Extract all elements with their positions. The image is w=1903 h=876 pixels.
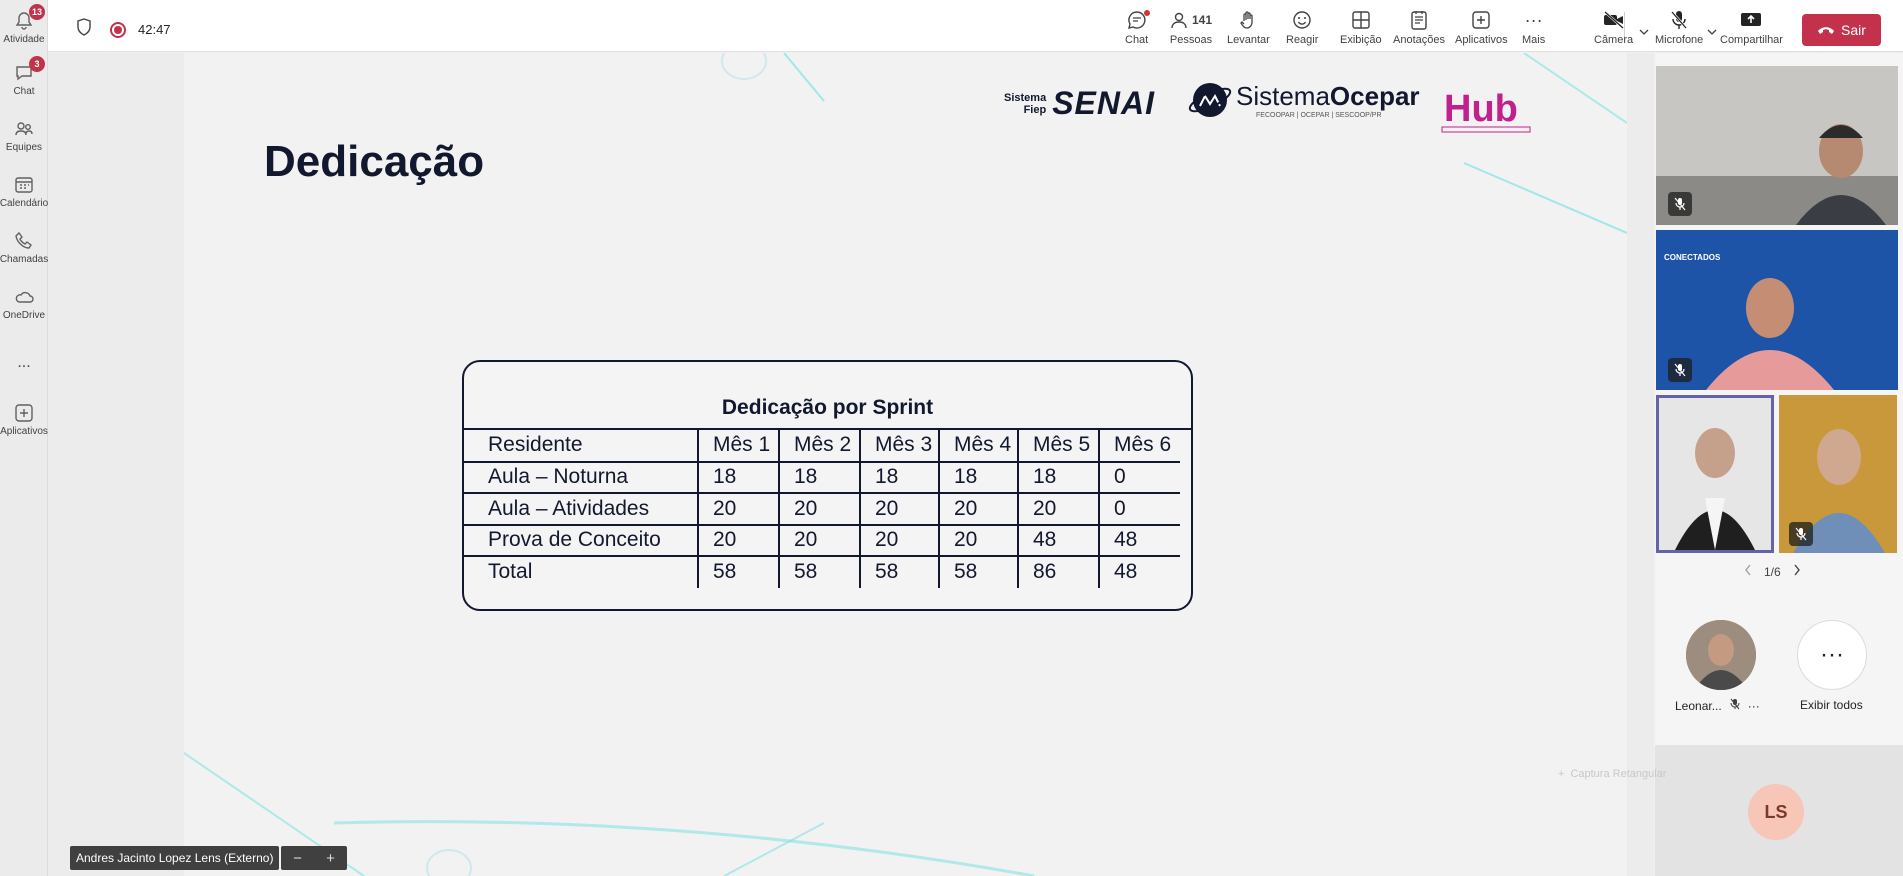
layout-icon [1350, 10, 1372, 30]
gallery-pager [1744, 564, 1801, 579]
microphone-button[interactable] [1655, 10, 1703, 52]
table-cell: Aula – Atividades [464, 493, 698, 525]
mic-off-icon [1668, 358, 1692, 382]
zoom-out-button[interactable]: − [293, 849, 302, 867]
rail-label: Chamadas [0, 254, 49, 265]
chevron-down-icon[interactable] [1639, 24, 1649, 34]
rail-item-calls[interactable] [0, 224, 48, 276]
meeting-toolbar [48, 0, 1903, 52]
rail-item-chat[interactable] [0, 56, 48, 108]
senai-logo-text: SENAI [1052, 85, 1155, 121]
svg-text:CONECTADOS: CONECTADOS [1664, 253, 1721, 262]
add-apps-icon [13, 402, 35, 424]
table-row [464, 556, 1180, 588]
leave-label: Sair [1841, 22, 1866, 38]
rail-label: Chat [13, 86, 35, 97]
participant-more-button[interactable]: ··· [1747, 698, 1760, 713]
table-cell: 18 [779, 462, 860, 494]
add-apps-icon [1470, 10, 1492, 30]
header-cell: Mês 5 [1018, 430, 1099, 462]
activity-badge: 13 [29, 4, 45, 20]
smiley-icon [1291, 10, 1313, 30]
hand-icon [1237, 10, 1259, 30]
show-all-button[interactable] [1797, 620, 1867, 690]
rail-label: Atividade [3, 34, 45, 45]
ocepar-logo-text: SistemaOcepar [1236, 81, 1420, 111]
participant-name-row [1675, 698, 1760, 713]
slide-title: Dedicação [264, 137, 485, 186]
snip-tool-overlay [1550, 763, 1762, 785]
more-icon: ··· [1524, 9, 1543, 30]
more-icon: ... [17, 354, 31, 371]
pager-label: 1/6 [1764, 564, 1781, 579]
table-cell: 18 [860, 462, 939, 494]
rail-item-calendar[interactable] [0, 168, 48, 220]
presentation-slide [184, 53, 1627, 876]
raise-label: Levantar [1227, 34, 1270, 46]
table-cell: Prova de Conceito [464, 525, 698, 557]
table-title: Dedicação por Sprint [464, 362, 1191, 430]
more-icon: ··· [1820, 641, 1844, 668]
table-cell: 0 [1099, 462, 1180, 494]
table-row [464, 493, 1180, 525]
zoom-in-button[interactable]: + [326, 849, 335, 867]
table-cell: 58 [860, 556, 939, 588]
more-button[interactable] [1522, 10, 1545, 52]
table-header-row [464, 430, 1180, 462]
camera-button[interactable] [1594, 10, 1633, 52]
mic-off-icon [1668, 192, 1692, 216]
self-avatar-initials: LS [1748, 784, 1804, 840]
sprint-dedication-table [462, 360, 1193, 611]
plus-icon: + [1558, 768, 1565, 780]
raise-hand-button[interactable] [1227, 10, 1270, 52]
people-button[interactable] [1169, 10, 1213, 52]
table-cell: 20 [939, 493, 1018, 525]
view-label: Exibição [1340, 34, 1382, 46]
camera-off-icon [1603, 10, 1625, 30]
table-cell: 48 [1099, 556, 1180, 588]
participant-video-image [1659, 398, 1771, 550]
hangup-icon [1817, 22, 1835, 38]
more-label: Mais [1522, 34, 1546, 46]
table-cell: 20 [779, 493, 860, 525]
meeting-timer: 42:47 [138, 22, 171, 37]
chevron-left-icon[interactable] [1744, 564, 1752, 579]
teams-icon [13, 118, 35, 140]
rail-label: Calendário [0, 198, 49, 209]
calendar-icon [13, 174, 35, 196]
shield-icon[interactable] [76, 18, 92, 36]
participant-video-3-active-speaker[interactable] [1656, 395, 1774, 553]
mic-off-icon [1668, 10, 1690, 30]
header-cell: Mês 1 [698, 430, 779, 462]
table-cell: 0 [1099, 493, 1180, 525]
rail-item-onedrive[interactable] [0, 280, 48, 332]
header-cell: Mês 4 [939, 430, 1018, 462]
share-icon [1740, 10, 1762, 30]
participant-video-4[interactable] [1779, 395, 1897, 553]
table-cell: 48 [1018, 525, 1099, 557]
zoom-controls [281, 846, 347, 870]
header-cell: Mês 2 [779, 430, 860, 462]
recording-icon [110, 22, 126, 38]
table-cell: 86 [1018, 556, 1099, 588]
react-button[interactable] [1286, 10, 1318, 52]
rail-label: Equipes [5, 142, 43, 153]
avatar[interactable] [1686, 620, 1756, 690]
notification-dot [1144, 10, 1150, 16]
share-button[interactable] [1720, 10, 1783, 52]
shared-content-stage [48, 53, 1654, 876]
table-cell: 18 [1018, 462, 1099, 494]
apps-button[interactable] [1455, 10, 1508, 52]
bell-icon [13, 7, 42, 32]
chat-label: Chat [1125, 34, 1149, 46]
table-cell: Aula – Noturna [464, 462, 698, 494]
participant-name: Leonar... [1675, 698, 1722, 713]
participant-video-image [1656, 230, 1898, 390]
people-count: 141 [1191, 13, 1213, 27]
phone-icon [13, 230, 35, 252]
people-icon [1169, 10, 1213, 30]
table-cell: 48 [1099, 525, 1180, 557]
camera-label: Câmera [1594, 34, 1634, 46]
header-cell: Mês 3 [860, 430, 939, 462]
senai-logo [1004, 85, 1155, 122]
notes-label: Anotações [1393, 34, 1445, 46]
header-cell: Residente [464, 430, 698, 462]
table-cell: 58 [698, 556, 779, 588]
rail-item-teams[interactable] [0, 112, 48, 164]
ocepar-emblem-icon [1188, 78, 1232, 122]
people-label: Pessoas [1169, 34, 1213, 46]
mic-off-icon [1789, 522, 1813, 546]
presenter-name-caption: Andres Jacinto Lopez Lens (Externo) [70, 846, 279, 870]
rail-item-activity[interactable] [0, 4, 48, 56]
table-row [464, 462, 1180, 494]
chat-icon [13, 59, 40, 84]
table-cell: Total [464, 556, 698, 588]
notes-button[interactable] [1393, 10, 1445, 52]
chat-button[interactable] [1125, 10, 1148, 52]
data-table [464, 430, 1180, 588]
app-rail [0, 0, 48, 876]
hub-logo [1440, 83, 1532, 133]
table-cell: 18 [698, 462, 779, 494]
ocepar-logo-subtitle: FECOOPAR | OCEPAR | SESCOOP/PR [1256, 112, 1382, 119]
table-cell: 58 [939, 556, 1018, 588]
table-cell: 20 [698, 493, 779, 525]
rail-label: OneDrive [2, 310, 46, 321]
ocepar-logo [1188, 78, 1420, 122]
table-cell: 20 [779, 525, 860, 557]
mic-label: Microfone [1655, 34, 1704, 46]
table-cell: 20 [698, 525, 779, 557]
table-cell: 20 [860, 525, 939, 557]
table-cell: 20 [860, 493, 939, 525]
table-cell: 18 [939, 462, 1018, 494]
mic-off-icon [1730, 698, 1740, 713]
table-cell: 20 [939, 525, 1018, 557]
show-all-label: Exibir todos [1800, 698, 1863, 712]
chevron-right-icon[interactable] [1793, 564, 1801, 579]
senai-logo-small: Sistema Fiep [1004, 91, 1047, 116]
participant-video-1[interactable] [1656, 66, 1898, 225]
svg-text:Hub: Hub [1444, 88, 1518, 130]
chat-icon [1126, 10, 1148, 30]
table-cell: 58 [779, 556, 860, 588]
table-cell: 20 [1018, 493, 1099, 525]
leave-button[interactable] [1802, 14, 1881, 46]
participant-video-2[interactable] [1656, 230, 1898, 390]
rail-label: Aplicativos [0, 426, 48, 437]
chevron-down-icon[interactable] [1707, 24, 1717, 34]
notes-icon [1408, 10, 1430, 30]
snip-tool-label: Captura Retangular [1570, 768, 1667, 780]
cloud-icon [13, 286, 35, 308]
table-row [464, 525, 1180, 557]
header-cell: Mês 6 [1099, 430, 1180, 462]
rail-item-apps[interactable] [0, 396, 48, 448]
apps-label: Aplicativos [1455, 34, 1508, 46]
chat-badge: 3 [29, 56, 45, 72]
view-button[interactable] [1340, 10, 1382, 52]
avatar-image [1686, 620, 1756, 690]
share-label: Compartilhar [1720, 34, 1783, 46]
react-label: Reagir [1286, 34, 1319, 46]
participant-video-image [1656, 66, 1898, 225]
rail-item-more[interactable] [0, 350, 48, 402]
